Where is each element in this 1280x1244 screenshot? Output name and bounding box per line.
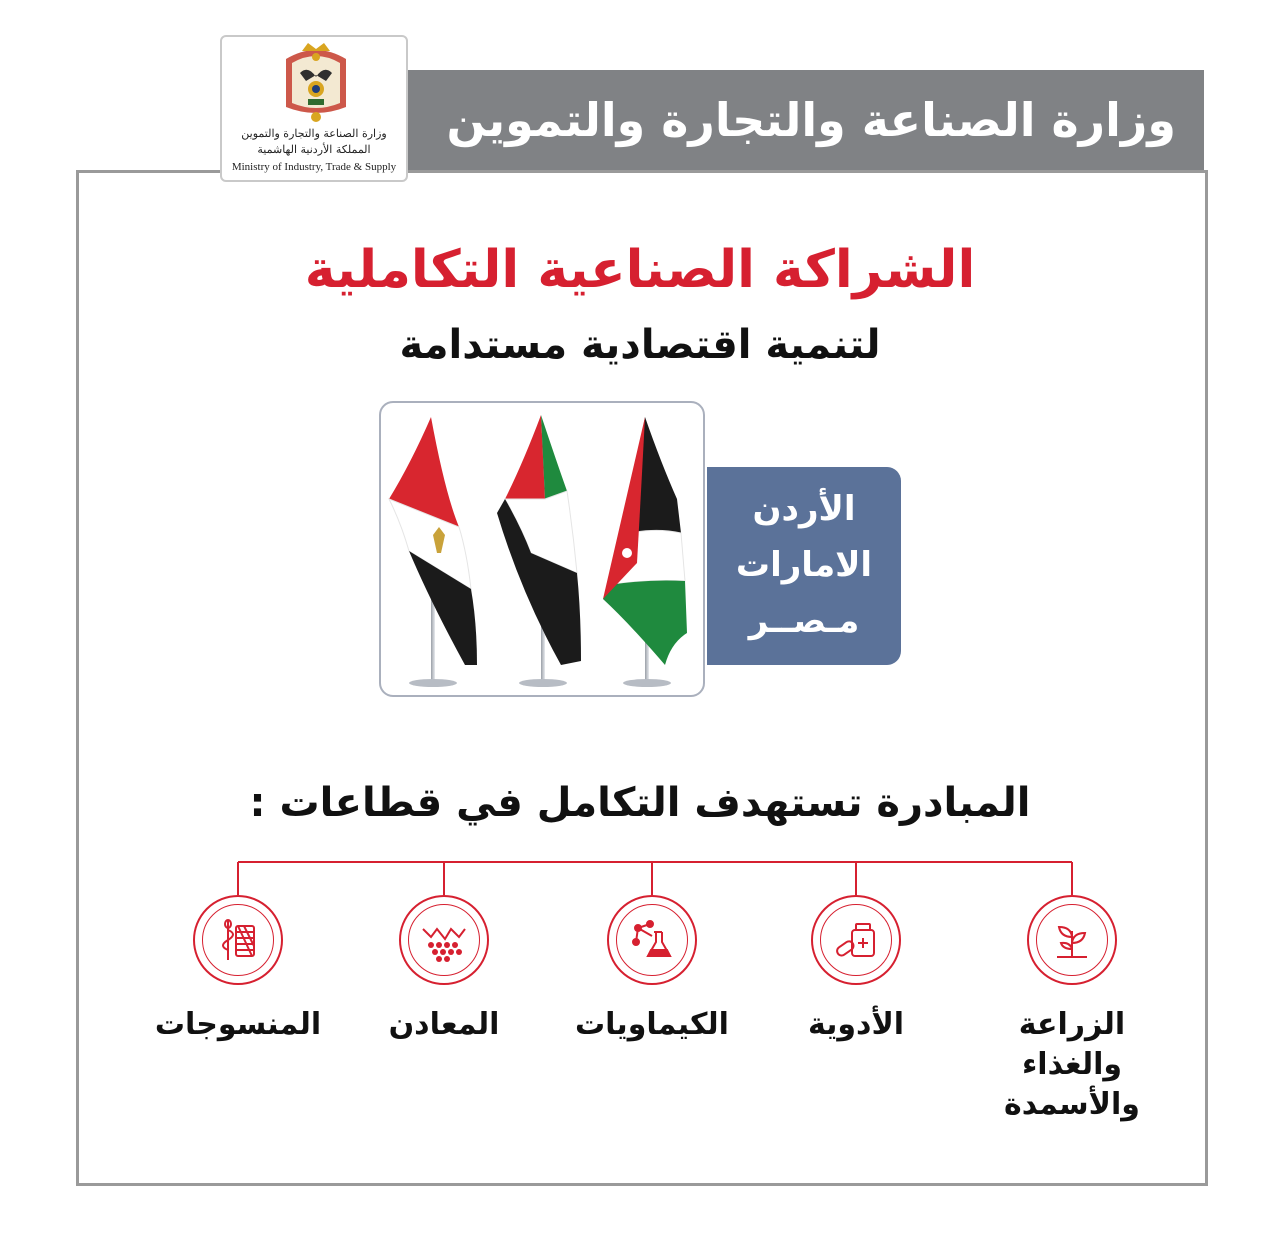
sector-label-line: المعادن xyxy=(388,1007,500,1042)
sector-circle xyxy=(811,895,901,985)
sector-circle xyxy=(1027,895,1117,985)
sector-minerals xyxy=(334,895,554,1045)
sector-label-line: الأدوية xyxy=(807,1007,905,1042)
sub-title: لتنمية اقتصادية مستدامة xyxy=(399,322,881,368)
sector-textiles xyxy=(128,895,348,1045)
sector-agriculture xyxy=(962,895,1182,1125)
sector-label-line: الزراعة xyxy=(1018,1007,1126,1042)
main-title: الشراكة الصناعية التكاملية xyxy=(304,240,976,300)
ministry-title: وزارة الصناعة والتجارة والتموين xyxy=(446,93,1176,147)
country-uae: الامارات xyxy=(735,545,873,585)
sector-label-line: والغذاء xyxy=(1021,1047,1123,1082)
textile-icon xyxy=(214,916,262,964)
logo-english-name: Ministry of Industry, Trade & Supply xyxy=(231,161,397,173)
chemistry-icon xyxy=(628,916,676,964)
sectors-heading: المبادرة تستهدف التكامل في قطاعات : xyxy=(249,780,1031,826)
sector-pharmaceuticals xyxy=(746,895,966,1045)
logo-arabic-ministry: وزارة الصناعة والتجارة والتموين xyxy=(241,127,387,140)
sector-label-line: الكيماويات xyxy=(575,1007,729,1042)
sector-circle xyxy=(399,895,489,985)
sector-circle xyxy=(193,895,283,985)
country-egypt: مـصــر xyxy=(748,601,860,641)
sector-label-line: والأسمدة xyxy=(1004,1087,1140,1122)
medicine-icon xyxy=(832,916,880,964)
minerals-icon xyxy=(419,915,469,965)
country-jordan: الأردن xyxy=(752,489,856,529)
plant-icon xyxy=(1049,917,1095,963)
sector-circle xyxy=(607,895,697,985)
logo-arabic-kingdom: المملكة الأردنية الهاشمية xyxy=(257,143,371,156)
sector-chemicals xyxy=(542,895,762,1045)
sector-label-line: المنسوجات xyxy=(154,1007,322,1042)
